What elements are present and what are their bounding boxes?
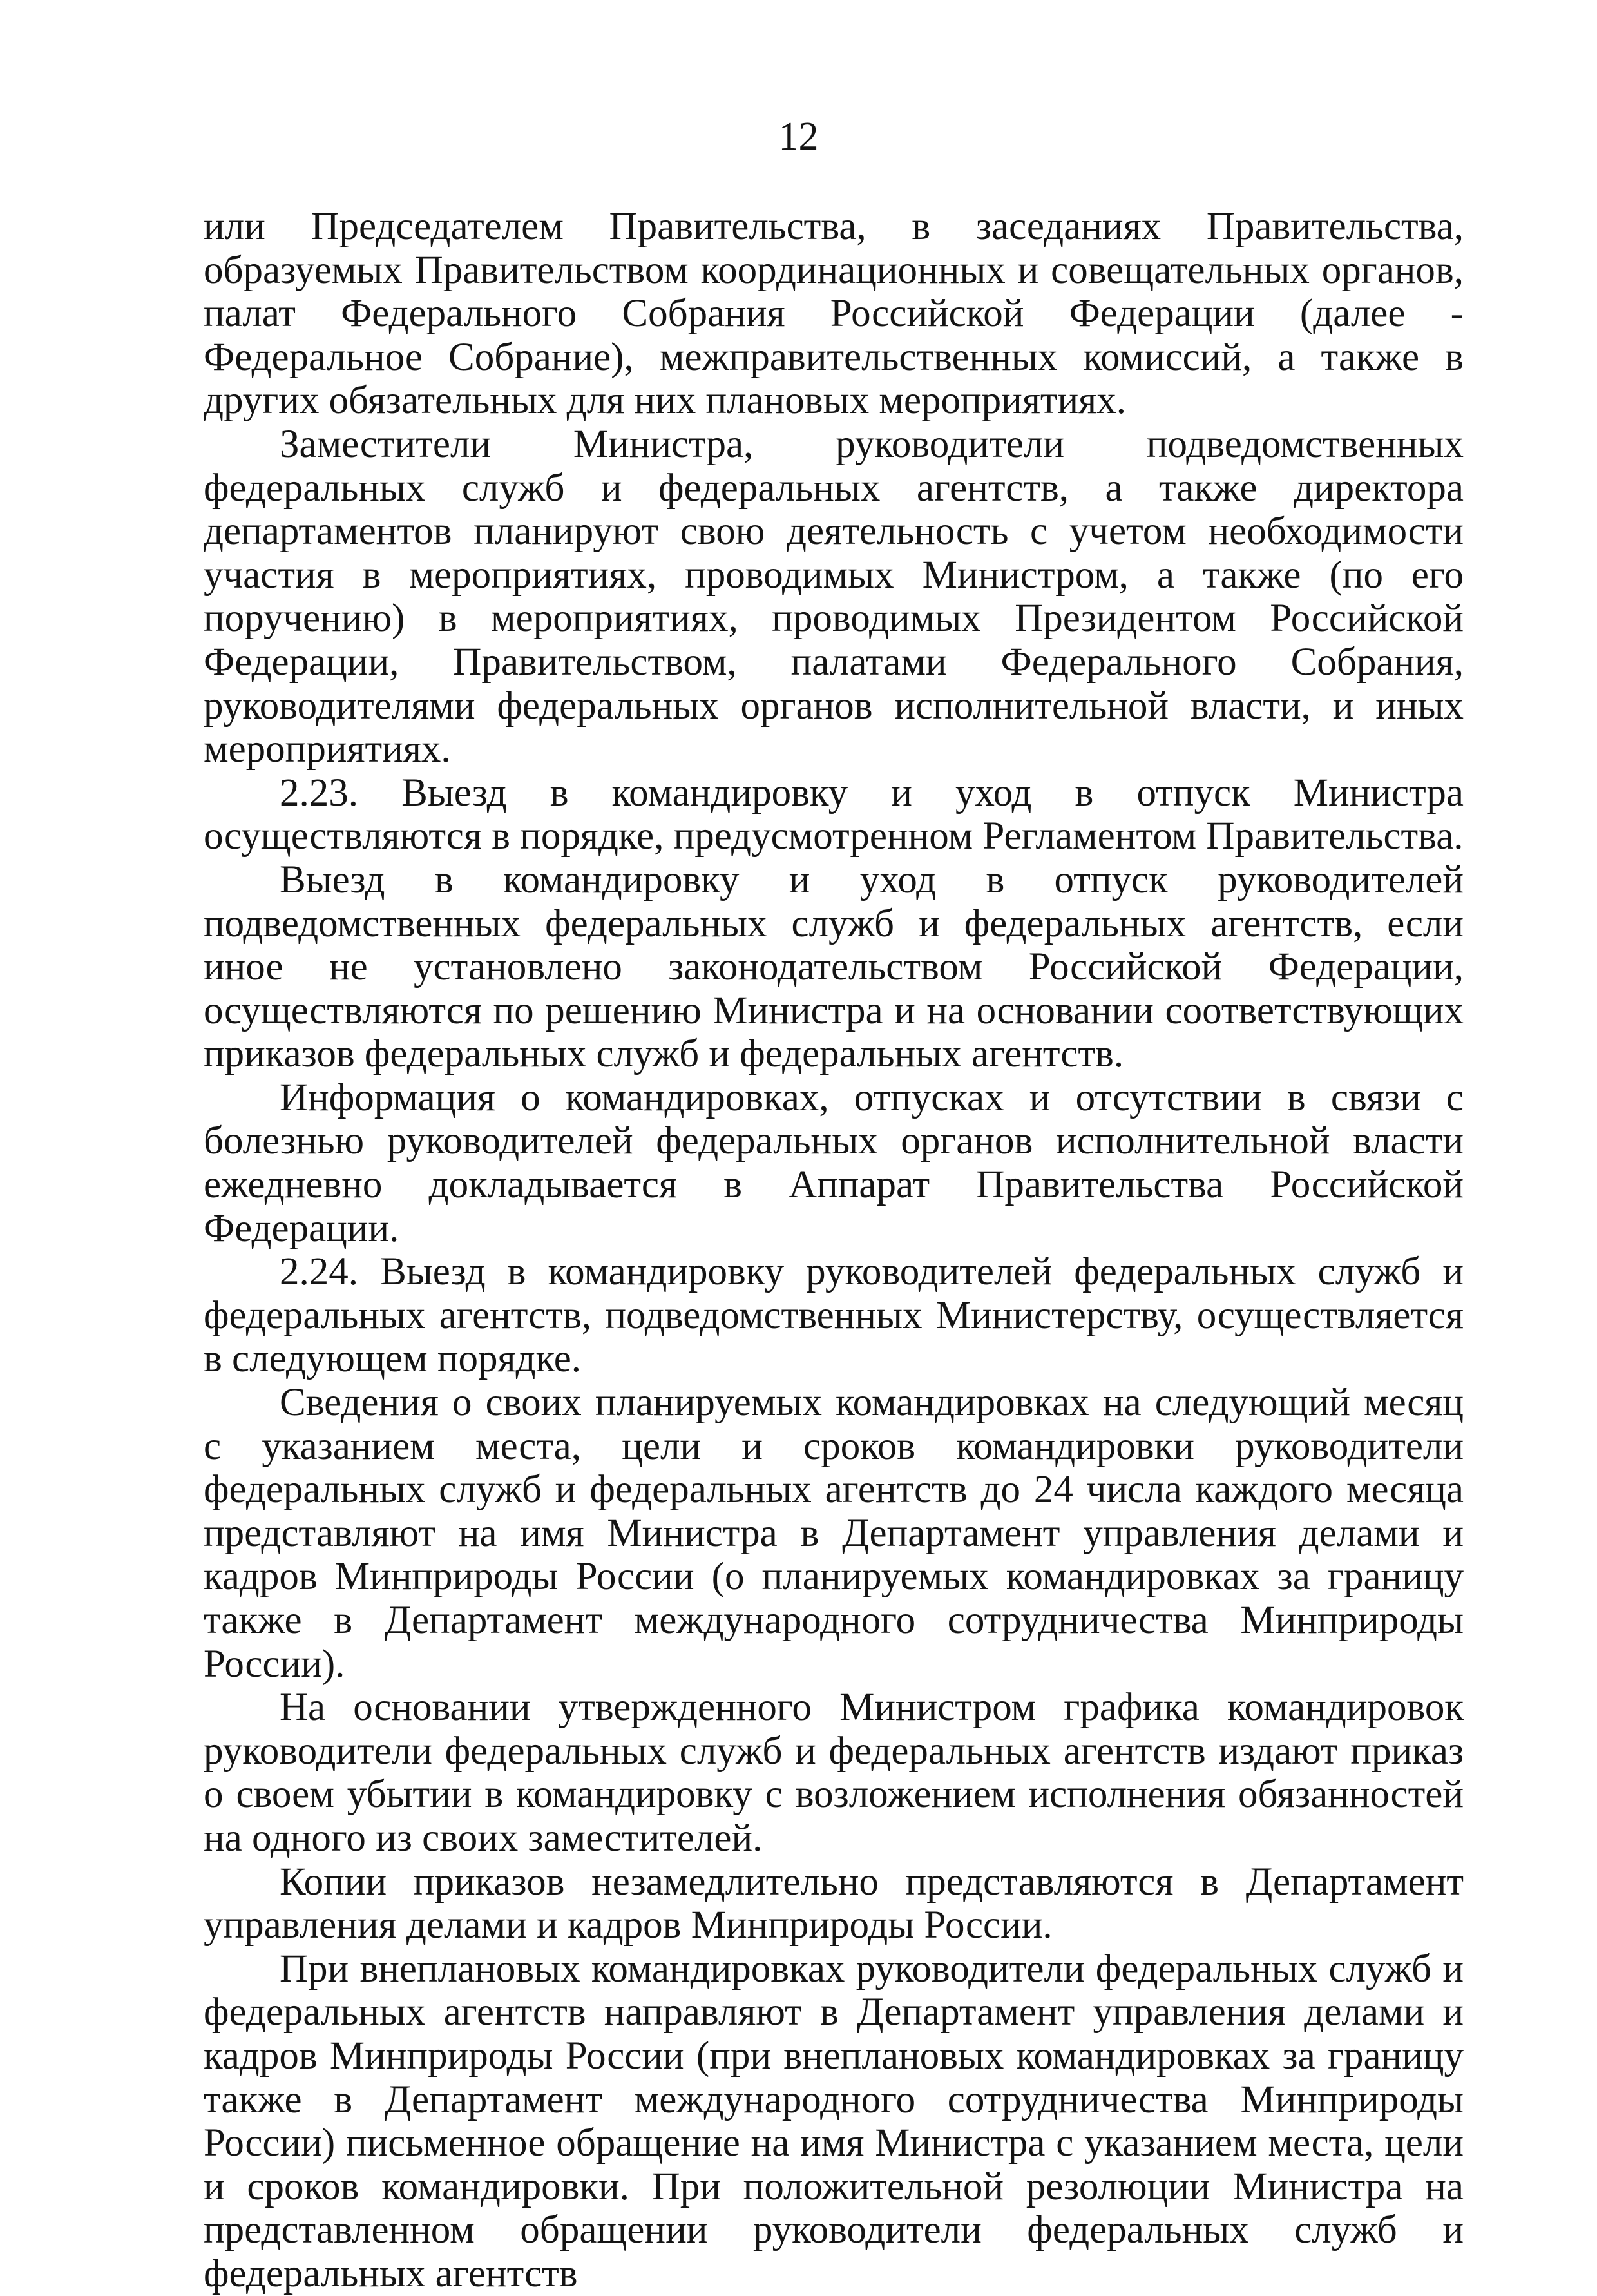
paragraph-order-issuance: На основании утвержденного Министром графика командировок руководители федеральных служб и федеральных агентств издают приказ о своем убытии в командировку с возложением исполнения обязанностей на одного из своих заместителей. (204, 1686, 1464, 1860)
paragraph-deputies-planning: Заместители Министра, руководители подведомственных федеральных служб и федеральных агентств, а также директора департаментов планируют свою деятельность с учетом необходимости участия в мероприятиях, проводимых Министром, а также (по его поручению) в мероприятиях, проводимых Президентом Российской Федерации, Правительством, палатами Федерального Собрания, руководителями федеральных органов исполнительной власти, и иных мероприятиях. (204, 422, 1464, 771)
page-number: 12 (778, 115, 819, 159)
paragraph-heads-leave: Выезд в командировку и уход в отпуск руководителей подведомственных федеральных служб и федеральных агентств, если иное не установлено законодательством Российской Федерации, осуществляются по решению Министра и на основании соответствующих приказов федеральных служб и федеральных агентств. (204, 858, 1464, 1076)
paragraph-continuation: или Председателем Правительства, в заседаниях Правительства, образуемых Правительством координационных и совещательных органов, палат Федерального Собрания Российской Федерации (далее - Федеральное Собрание), межправительственных комиссий, а также в других обязательных для них плановых мероприятиях. (204, 205, 1464, 423)
paragraph-order-copies: Копии приказов незамедлительно представляются в Департамент управления делами и кадров Минприроды России. (204, 1860, 1464, 1947)
paragraph-information-reporting: Информация о командировках, отпусках и отсутствии в связи с болезнью руководителей федеральных органов исполнительной власти ежедневно докладывается в Аппарат Правительства Российской Федерации. (204, 1076, 1464, 1250)
paragraph-2-23: 2.23. Выезд в командировку и уход в отпуск Министра осуществляются в порядке, предусмотренном Регламентом Правительства. (204, 771, 1464, 858)
document-body (204, 205, 1464, 2296)
paragraph-planned-trips: Сведения о своих планируемых командировках на следующий месяц с указанием места, цели и сроков командировки руководители федеральных служб и федеральных агентств до 24 числа каждого месяца представляют на имя Министра в Департамент управления делами и кадров Минприроды России (о планируемых командировках за границу также в Департамент международного сотрудничества Минприроды России). (204, 1381, 1464, 1686)
paragraph-unplanned-trips: При внеплановых командировках руководители федеральных служб и федеральных агентств направляют в Департамент управления делами и кадров Минприроды России (при внеплановых командировках за границу также в Департамент международного сотрудничества Минприроды России) письменное обращение на имя Министра с указанием места, цели и сроков командировки. При положительной резолюции Министра на представленном обращении руководители федеральных служб и федеральных агентств (204, 1947, 1464, 2295)
paragraph-2-24: 2.24. Выезд в командировку руководителей федеральных служб и федеральных агентств, подведомственных Министерству, осуществляется в следующем порядке. (204, 1250, 1464, 1381)
